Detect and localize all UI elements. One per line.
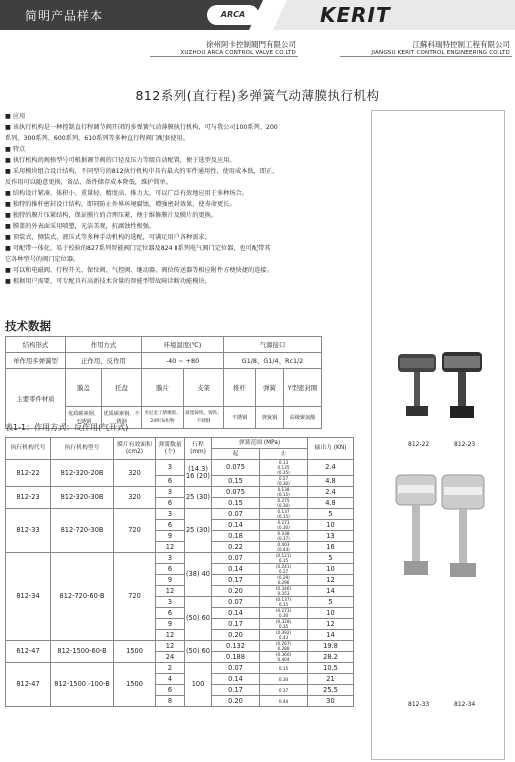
range-value: 0.15 [278,558,289,563]
table-row [6,553,354,564]
th-stroke: 行程 (mm) [185,438,212,460]
range-value: 0.30 [278,676,289,682]
header-right [268,0,515,30]
range-value: 0.27 [278,569,289,574]
range-value: (0.328) [275,619,292,624]
range-value: (0.37) [277,536,290,541]
intro-line: 反作用可以随意更换，备品、备件储存成本降低，维护简单。 [5,179,173,186]
part-name: 支架 [184,369,224,407]
part-material: 优质碳素钢、不锈钢 [66,407,102,429]
cell-springs: 12 [156,641,185,652]
cell-force: 4.8 [308,498,354,509]
cell-stroke: (38) 40 [185,553,212,597]
cell-springs: 9 [156,531,185,542]
cell-to [260,476,308,487]
range-value: (0.15) [277,492,290,497]
intro-line: ■ 特点 [5,146,26,153]
cell-force: 4.8 [308,476,354,487]
cell-stroke: (50) 60 [185,641,212,663]
cell-from: 0.075 [212,460,260,476]
tech-h2: 作用方式 [66,337,142,353]
header-title: 简明产品样本 [25,9,104,23]
cell-from: 0.18 [212,531,260,542]
cell-springs: 6 [156,564,185,575]
cell-force: 13 [308,531,354,542]
range-value: 0.296 [277,580,290,585]
th-area: 膜片有效面积 (cm2) [114,438,156,460]
cell-from: 0.07 [212,509,260,520]
cell-from: 0.17 [212,619,260,630]
page-title: 812系列(直行程)多弹簧气动薄膜执行机构 [135,88,380,103]
cell-area: 720 [114,553,156,641]
cell-springs: 6 [156,520,185,531]
tech-r1c4: G1/8、G1/4、Rc1/2 [224,353,322,369]
range-value: 0.30 [278,613,289,618]
cell-springs: 6 [156,685,185,696]
divider-left [150,56,298,57]
range-value: 0.43 [278,635,289,640]
range-value: (0.273) [275,608,292,613]
cell-from: 0.17 [212,575,260,586]
cell-force: 5 [308,597,354,608]
actuator-812-22-image [394,346,486,421]
cell-from: 0.15 [212,476,260,487]
photo-label: 812-23 [454,441,476,448]
tech-h4: 气源接口 [224,337,322,353]
intro-line: ■ 执行机构的规格型号可根据调节阀的口径及压力等级自动配置，便于选型及应用。 [5,157,236,164]
intro-line: ■ 可以和电磁阀、行程开关、保位阀、气控阀、继动器、阀位传送器等相应附件方便快捷的连接。 [5,267,273,274]
cell-springs: 3 [156,597,185,608]
cell-to [260,630,308,641]
cell-stroke: (50) 60 [185,597,212,641]
cell-force: 10.5 [308,663,354,674]
range-value: (0.30) [277,503,290,508]
cell-springs: 3 [156,553,185,564]
cell-to [260,685,308,696]
cell-from: 0.132 [212,641,260,652]
cell-to [260,674,308,685]
cell-stroke: 25 (30) [185,487,212,509]
part-material: 球墨铸铁、铸铁、不锈钢 [184,407,224,429]
cell-to [260,696,308,707]
cell-force: 5 [308,553,354,564]
part-name: 弹簧 [256,369,284,407]
cell-springs: 9 [156,575,185,586]
cell-to [260,641,308,652]
range-value: (0.15) [277,470,290,475]
cell-springs: 6 [156,608,185,619]
cell-from: 0.075 [212,487,260,498]
range-value: 0.44 [278,698,289,704]
cell-code: 812-22 [6,460,51,487]
range-value: (0.267) [275,641,292,646]
intro-line: ■ 应用 [5,113,26,120]
cell-springs: 12 [156,586,185,597]
range-value: 0.404 [277,657,290,662]
range-value: (0.121) [275,553,292,558]
cell-force: 25.5 [308,685,354,696]
cell-springs: 4 [156,674,185,685]
cell-to [260,542,308,553]
range-value: (0.30) [277,525,290,530]
range-value: (0.30) [277,481,290,486]
cell-to [260,564,308,575]
cell-model: 812-320-20B [51,460,114,487]
cell-springs: 8 [156,696,185,707]
cell-model: 812-320-30B [51,487,114,509]
cell-to [260,509,308,520]
cell-springs: 3 [156,509,185,520]
range-value: 0.27 [278,476,289,481]
cell-stroke: (14.3) 16 (20) [185,460,212,487]
company-left-en: XUZHOU ARCA CONTROL VALVE CO.LTD [180,50,296,56]
cell-force: 14 [308,630,354,641]
cell-to [260,586,308,597]
cell-from: 0.20 [212,586,260,597]
cell-force: 2.4 [308,460,354,476]
cell-model: 812-1500 -100-B [51,663,114,707]
range-value: 0.15 [278,665,289,671]
part-name: 膜片 [142,369,184,407]
cell-from: 0.22 [212,542,260,553]
cell-to [260,520,308,531]
intro-line: ■ 采用模块组合设计结构，不同型号的812执行机构中具有最大的零件通用性，使用成本低，即正、 [5,168,279,175]
cell-force: 14 [308,586,354,597]
table-row [6,509,354,520]
cell-to [260,487,308,498]
part-material: 高级聚氨酯 [284,407,322,429]
range-value: 0.403 [277,542,290,547]
cell-model: 812-720-60-B [51,553,114,641]
cell-area: 320 [114,487,156,509]
cell-from: 0.17 [212,685,260,696]
intro-line: ■ 根据用户需要，可专配具有高新技术含量的智能型带故障诊断功能模块。 [5,278,211,285]
range-value: (0.360) [275,652,292,657]
range-value: 0.15 [278,602,289,607]
intro-line: ■ 独特的膜片压紧结构，保证膜片的合理压紧，便于维修膜片及膜片的更换。 [5,212,217,219]
cell-code: 812-23 [6,487,51,509]
range-value: 0.37 [278,687,289,693]
tech-r1c1: 单作用多弹簧型 [6,353,66,369]
range-value: 0.135 [277,465,290,470]
range-value: 0.353 [277,591,290,596]
intro-line: ■ 顶装式、侧装式、液压式等多种手动机构的选配，可满足用户各种需求。 [5,234,211,241]
cell-from: 0.14 [212,520,260,531]
cell-springs: 9 [156,619,185,630]
cell-springs: 24 [156,652,185,663]
cell-springs: 3 [156,460,185,476]
cell-springs: 6 [156,498,185,509]
tech-h3: 环境温度(℃) [142,337,224,353]
cell-force: 12 [308,575,354,586]
cell-force: 16 [308,542,354,553]
intro-line: ■ 独特的推杆密封设计结构，即同防止外界环境腐蚀，增强密封效果，使寿命更长。 [5,201,236,208]
cell-springs: 3 [156,487,185,498]
cell-to [260,531,308,542]
cell-force: 30 [308,696,354,707]
cell-code: 812-47 [6,663,51,707]
intro-line: ■ 可配带一体化、易于校验的827系列智能阀门定位器及824 Ⅱ系列电气阀门定位器，也可配带其 [5,245,271,252]
cell-area: 1500 [114,663,156,707]
header-left [0,0,268,30]
tech-r1c3: -40 ~ +80 [142,353,224,369]
cell-to [260,460,308,476]
cell-from: 0.14 [212,608,260,619]
range-value: (0.44) [277,547,290,552]
cell-springs: 6 [156,476,185,487]
part-material: 优质碳素钢、不锈钢 [102,407,142,429]
range-value: 0.35 [278,624,289,629]
cell-force: 21 [308,674,354,685]
cell-force: 10 [308,608,354,619]
cell-to [260,608,308,619]
arca-logo: ARCA [207,5,259,25]
photo-label: 812-34 [454,701,476,708]
part-material: 夹尼龙丁腈橡胶、24织布织物 [142,407,184,429]
range-value: (0.15) [277,514,290,519]
table-row [6,641,354,652]
range-value: 0.275 [277,498,290,503]
range-value: 0.273 [277,520,290,525]
table-row [6,460,354,476]
tech-parts-label: 主要零件材质 [6,369,66,429]
cell-from: 0.14 [212,564,260,575]
th-force: 输出力 (KN) [308,438,354,460]
cell-stroke: 25 (30) [185,509,212,553]
cell-from: 0.07 [212,597,260,608]
cell-stroke: 100 [185,663,212,707]
intro-line: ■ 膜盖的外表面采用喷塑，光洁美观，抗腐蚀性极强。 [5,223,156,230]
product-photos-panel [371,110,505,760]
cell-to [260,575,308,586]
cell-to [260,619,308,630]
cell-from: 0.20 [212,630,260,641]
tech-table [5,336,322,429]
cell-code: 612-47 [6,641,51,663]
th-code: 执行机构代号 [6,438,51,460]
intro-line: 系列、300系列、600系列、610系列等多种直行程阀门配套使用。 [5,135,189,142]
cell-to [260,597,308,608]
tech-r1c2: 正作用、反作用 [66,353,142,369]
range-value: (0.392) [275,630,292,635]
part-material: 不锈钢 [224,407,256,429]
cell-springs: 2 [156,663,185,674]
cell-force: 10 [308,520,354,531]
cell-model: 812-720-30B [51,509,114,553]
table-row [6,663,354,674]
cell-code: 812-34 [6,553,51,641]
range-value: 0.138 [277,487,290,492]
company-left-cn: 徐州阿卡控制閥門有限公司 [206,40,296,49]
part-name: Y型密封圈 [284,369,322,407]
cell-from: 0.07 [212,553,260,564]
photo-label: 812-22 [408,441,430,448]
part-name: 推杆 [224,369,256,407]
cell-force: 19.8 [308,641,354,652]
cell-area: 720 [114,509,156,553]
part-name: 膜盖 [66,369,102,407]
th-model: 执行机构型号 [51,438,114,460]
cell-from: 0.15 [212,498,260,509]
table-caption: 表1-1：作用方式：反作用(气开式) [5,423,129,432]
cell-force: 5 [308,509,354,520]
range-value: (0.137) [275,597,292,602]
cell-from: 0.188 [212,652,260,663]
range-value: (0.241) [275,564,292,569]
intro-line: ■ 该执行机构是一种控制直行程调节阀开闭的多弹簧气动薄膜执行机构，可与我公司100系列、200 [5,124,278,131]
tech-h1: 结构形式 [6,337,66,353]
company-right-cn: 江蘇科瑞特控制工程有限公司 [412,40,510,49]
cell-springs: 12 [156,630,185,641]
part-material: 弹簧钢 [256,407,284,429]
actuator-812-33-image [390,471,490,586]
cell-force: 28.2 [308,652,354,663]
th-range: 弹簧范围 (MPa) [212,438,308,449]
cell-force: 12 [308,619,354,630]
cell-to [260,663,308,674]
intro-text [5,111,361,287]
cell-area: 1500 [114,641,156,663]
range-value: 0.338 [277,531,290,536]
range-value: 0.137 [277,509,290,514]
photo-label: 812-33 [408,701,430,708]
range-value: 0.13 [278,460,289,465]
intro-line: 它各种型号的阀门定位器。 [5,256,80,263]
company-right-en: JIANGSU KERIT CONTROL ENGINEERING CO.LTD [371,50,510,56]
cell-from: 0.07 [212,663,260,674]
range-value: (0.346) [275,586,292,591]
range-value: 0.288 [277,646,290,651]
cell-from: 0.14 [212,674,260,685]
cell-force: 2.4 [308,487,354,498]
cell-to [260,553,308,564]
cell-to [260,652,308,663]
th-from: 起 [212,449,260,460]
range-value: (0.29) [277,575,290,580]
part-name: 托盘 [102,369,142,407]
cell-model: 812-1500-60-B [51,641,114,663]
cell-to [260,498,308,509]
intro-line: ■ 结构设计紧凑、体积小、重量轻、精度高、推力大，可以广泛有效地应用于多种场合。 [5,190,248,197]
cell-area: 320 [114,460,156,487]
cell-from: 0.20 [212,696,260,707]
cell-springs: 12 [156,542,185,553]
kerit-logo: KERIT [320,3,391,27]
divider-right [340,56,512,57]
header-bar [0,0,515,30]
th-springs: 弹簧数量 (个) [156,438,185,460]
cell-code: 812-33 [6,509,51,553]
cell-force: 10 [308,564,354,575]
table-row [6,487,354,498]
tech-data-heading: 技术数据 [5,319,51,333]
spec-table [5,437,354,707]
th-to: 止 [260,449,308,460]
